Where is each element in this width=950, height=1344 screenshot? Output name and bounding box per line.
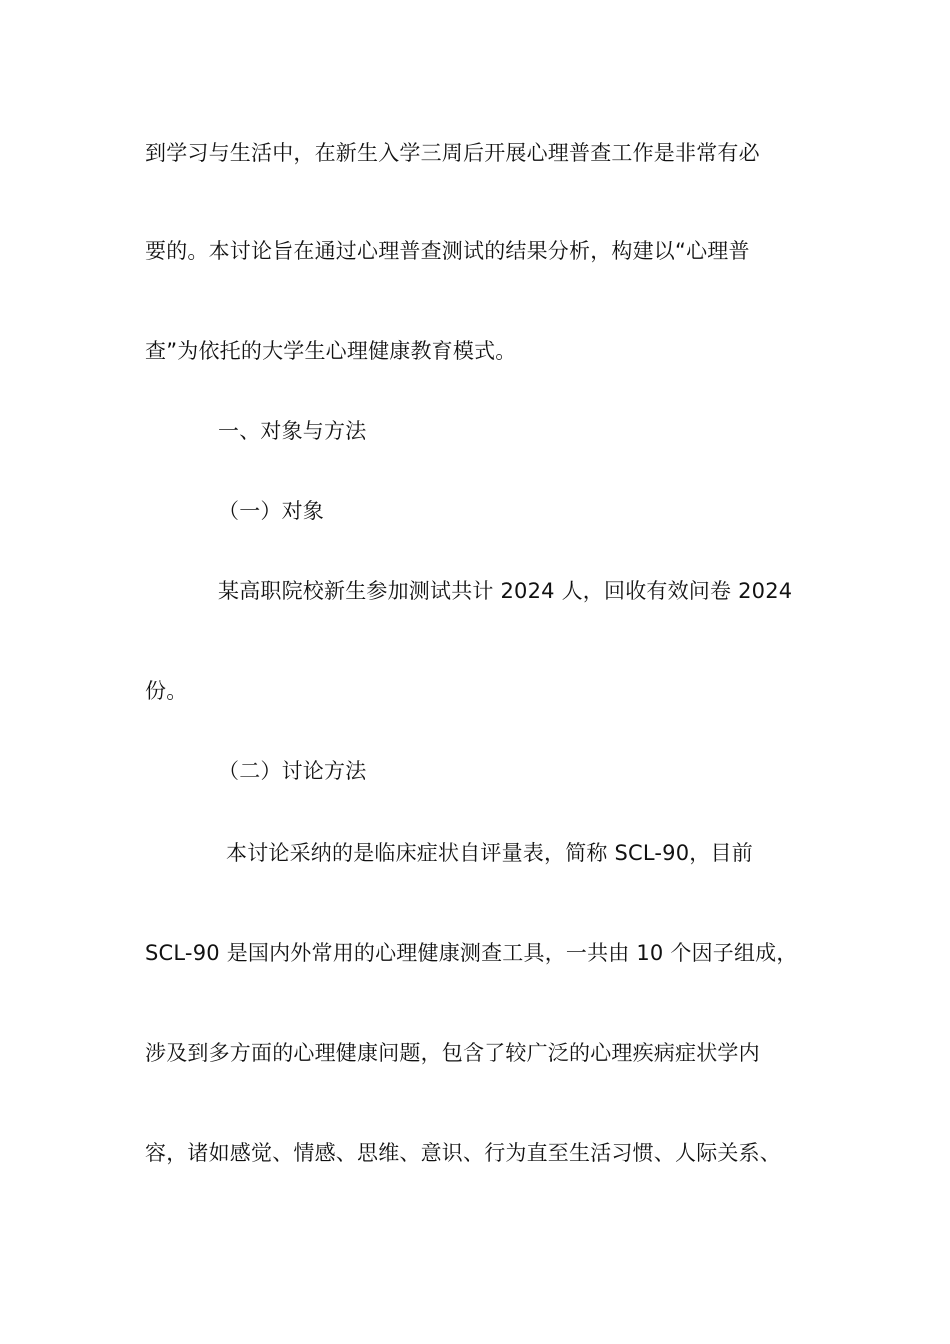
body-text-line: 涉及到多方面的心理健康问题，包含了较广泛的心理疾病症状学内 — [145, 1041, 760, 1065]
section-heading: 一、对象与方法 — [218, 419, 367, 443]
subsection-heading: （二）讨论方法 — [218, 759, 367, 783]
body-text-line: 要的。本讨论旨在通过心理普查测试的结果分析，构建以“心理普 — [145, 239, 750, 263]
subsection-heading: （一）对象 — [218, 499, 324, 523]
body-text-line: 容，诸如感觉、情感、思维、意识、行为直至生活习惯、人际关系、 — [145, 1141, 781, 1165]
body-text-line: 本讨论采纳的是临床症状自评量表，简称 SCL-90，目前 — [226, 841, 753, 865]
body-text-line: 查”为依托的大学生心理健康教育模式。 — [145, 339, 517, 363]
body-text-line: 某高职院校新生参加测试共计 2024 人，回收有效问卷 2024 — [218, 579, 793, 603]
body-text-line: 到学习与生活中，在新生入学三周后开展心理普查工作是非常有必 — [145, 141, 760, 165]
body-text-line: 份。 — [145, 679, 188, 703]
body-text-line: SCL-90 是国内外常用的心理健康测查工具，一共由 10 个因子组成， — [145, 941, 798, 965]
